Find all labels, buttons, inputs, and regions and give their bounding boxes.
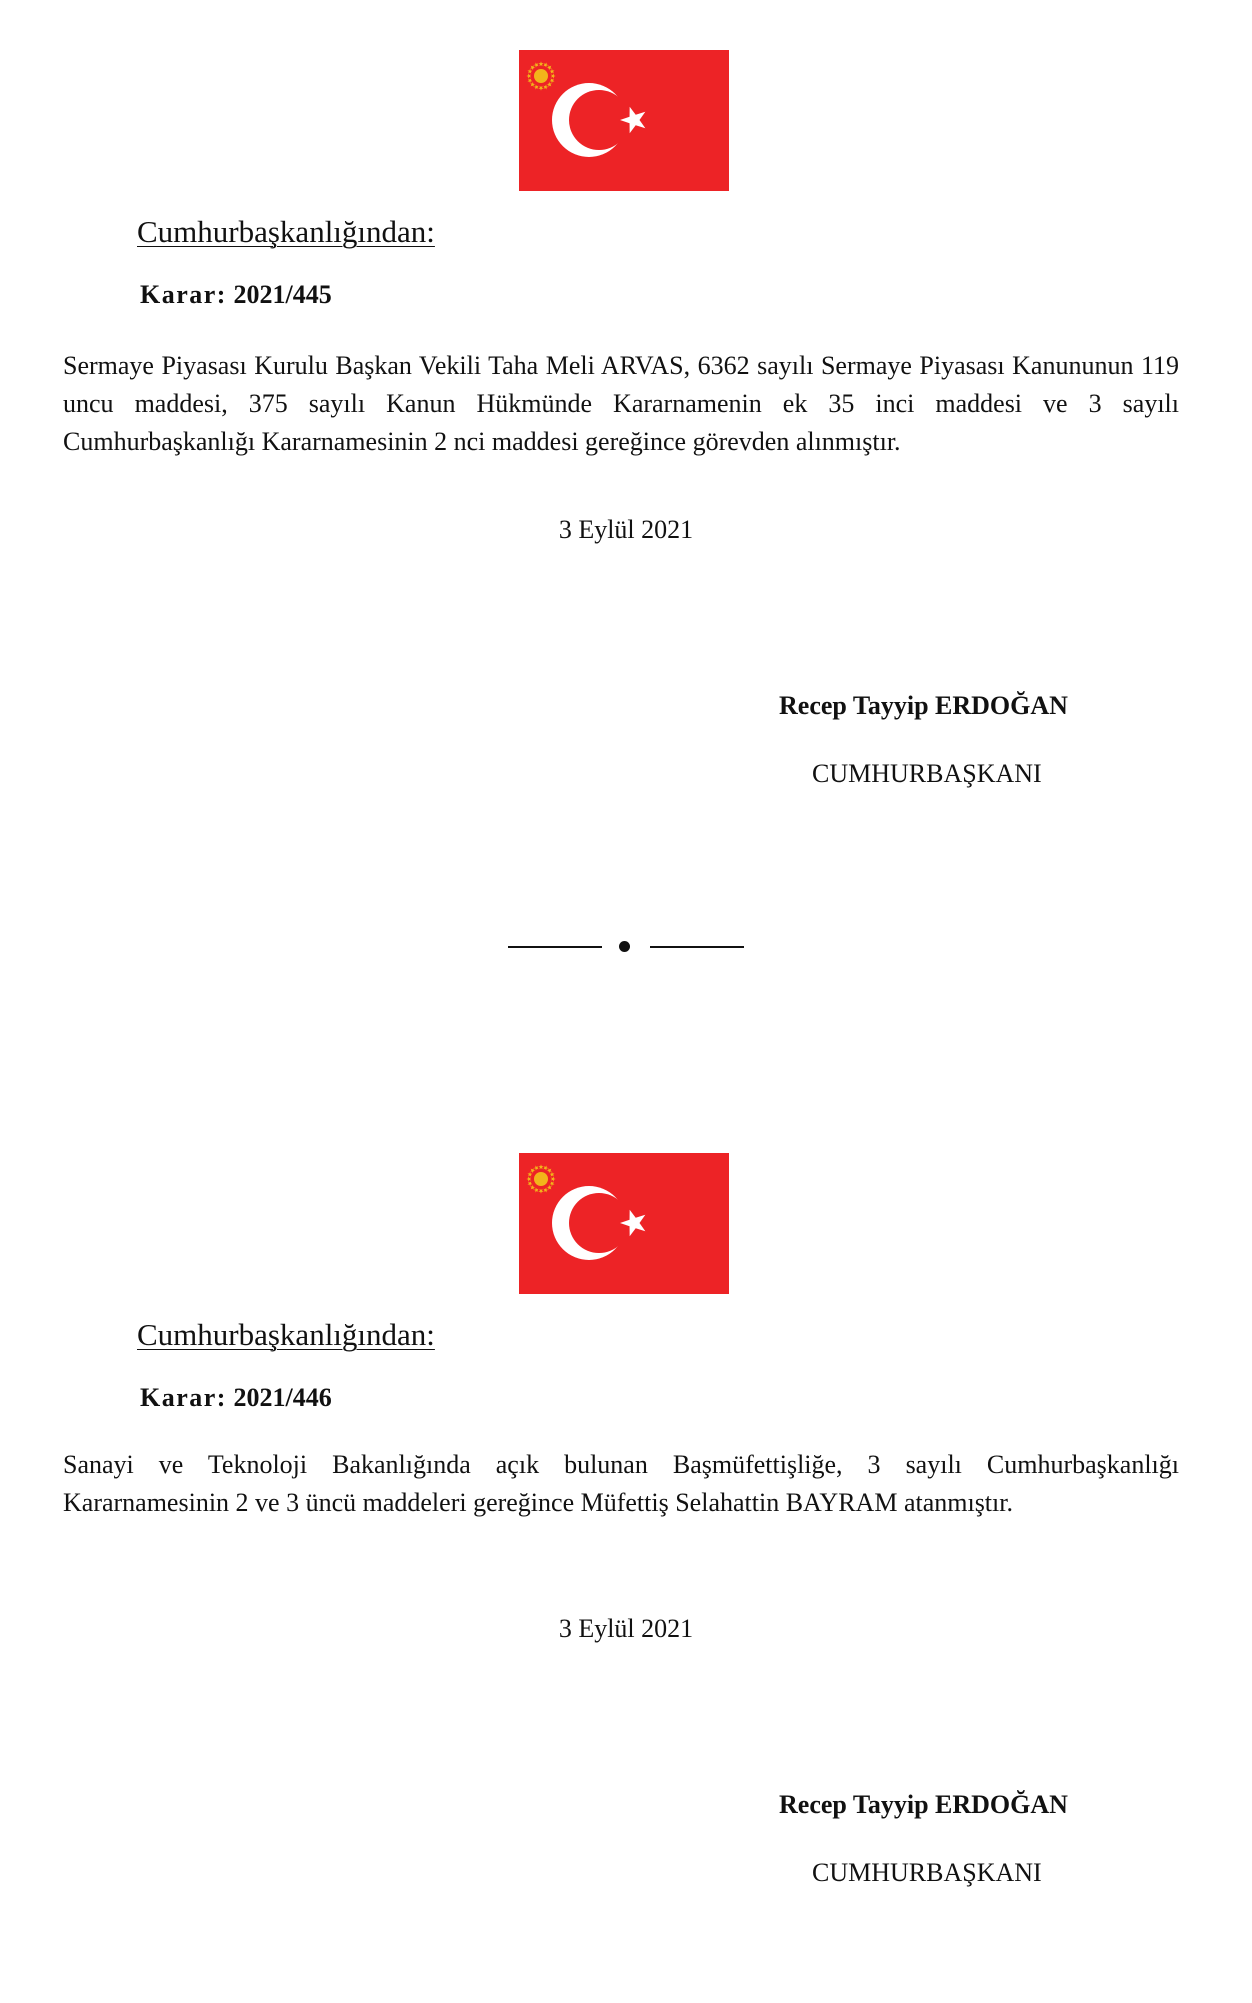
presidential-flag-graphic — [519, 50, 729, 191]
presidential-flag-icon — [519, 50, 729, 191]
signer-title: CUMHURBAŞKANI — [812, 759, 1042, 788]
signer-name: Recep Tayyip ERDOĞAN — [779, 1790, 1068, 1819]
decree-body: Sermaye Piyasası Kurulu Başkan Vekili Taha Meli ARVAS, 6362 sayılı Sermaye Piyasası Kanununun 119 uncu maddesi, 375 sayılı Kanun Hükmünde Kararnamenin ek 35 inci maddesi ve 3 sayılı Cumhurbaşkanlığı Kararnamesinin 2 nci maddesi gereğince görevden alınmıştır. — [63, 351, 1179, 456]
separator-line-right — [650, 946, 744, 948]
signer-name: Recep Tayyip ERDOĞAN — [779, 691, 1068, 720]
separator-dot-icon — [619, 941, 630, 952]
section-separator — [508, 936, 744, 956]
presidential-flag-graphic — [519, 1153, 729, 1294]
decree-body: Sanayi ve Teknoloji Bakanlığında açık bulunan Başmüfettişliğe, 3 sayılı Cumhurbaşkanlığı Kararnamesinin 2 ve 3 üncü maddeleri gereğince Müfettiş Selahattin BAYRAM atanmıştır. — [63, 1450, 1179, 1517]
decision-number — [140, 280, 332, 310]
sun-core — [534, 69, 548, 83]
issuer-header: Cumhurbaşkanlığından: — [137, 214, 435, 249]
decision-number-value: 2021/445 — [233, 280, 332, 309]
issuer-header: Cumhurbaşkanlığından: — [137, 1317, 435, 1352]
decision-number-value: 2021/446 — [233, 1383, 332, 1412]
separator-line-left — [508, 946, 602, 948]
decree-2021-446 — [0, 1103, 1252, 2003]
signer-title: CUMHURBAŞKANI — [812, 1858, 1042, 1887]
decision-number — [140, 1383, 332, 1413]
sun-core — [534, 1172, 548, 1186]
decision-label: Karar: — [140, 1383, 227, 1412]
decree-date: 3 Eylül 2021 — [558, 1614, 694, 1643]
decree-date: 3 Eylül 2021 — [558, 515, 694, 544]
presidential-flag-icon — [519, 1153, 729, 1294]
decision-label: Karar: — [140, 280, 227, 309]
decree-2021-445 — [0, 0, 1252, 900]
